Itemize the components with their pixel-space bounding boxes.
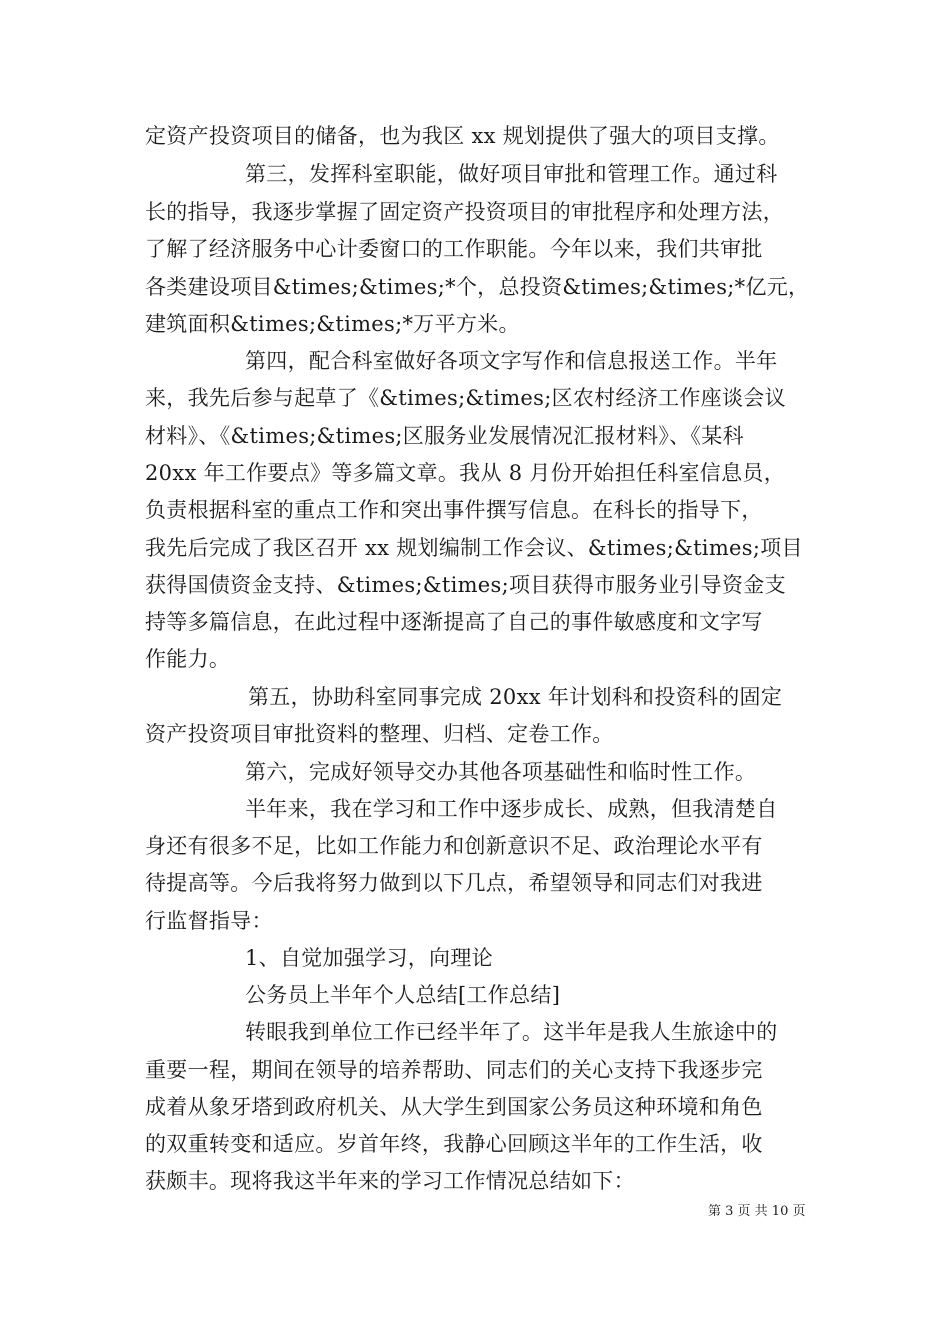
text-line: 作能力。 [145, 647, 231, 671]
section-heading: 公务员上半年个人总结[工作总结] [245, 983, 561, 1007]
text-line: 行监督指导： [145, 909, 273, 933]
text-line: 第三，发挥科室职能，做好项目审批和管理工作。通过科 [245, 162, 778, 186]
text-line: 半年来，我在学习和工作中逐步成长、成熟，但我清楚自 [245, 797, 778, 821]
text-line: 身还有很多不足，比如工作能力和创新意识不足、政治理论水平有 [145, 834, 763, 858]
text-line: 各类建设项目&times;&times;*个，总投资&times;&times;*亿元， [145, 275, 810, 299]
text-line: 负责根据科室的重点工作和突出事件撰写信息。在科长的指导下， [145, 498, 763, 522]
text-line: 第六，完成好领导交办其他各项基础性和临时性工作。 [245, 760, 757, 784]
text-line: 待提高等。今后我将努力做到以下几点，希望领导和同志们对我进 [145, 871, 763, 895]
text-line: 第五，协助科室同事完成 20xx 年计划科和投资科的固定 [248, 685, 783, 709]
text-line: 第四，配合科室做好各项文字写作和信息报送工作。半年 [245, 349, 778, 373]
page-number-footer: 第 3 页 共 10 页 [708, 1204, 806, 1219]
text-line: 来，我先后参与起草了《&times;&times;区农村经济工作座谈会议 [145, 386, 786, 410]
text-line: 获颇丰。现将我这半年来的学习工作情况总结如下： [145, 1169, 635, 1193]
text-line: 了解了经济服务中心计委窗口的工作职能。今年以来，我们共审批 [145, 237, 763, 261]
text-line: 建筑面积&times;&times;*万平方米。 [145, 312, 520, 336]
text-line: 定资产投资项目的储备，也为我区 xx 规划提供了强大的项目支撑。 [145, 124, 780, 148]
text-line: 的双重转变和适应。岁首年终，我静心回顾这半年的工作生活，收 [145, 1132, 763, 1156]
text-line: 1、自觉加强学习，向理论 [245, 946, 493, 970]
text-line: 资产投资项目审批资料的整理、归档、定卷工作。 [145, 722, 614, 746]
text-line: 20xx 年工作要点》等多篇文章。我从 8 月份开始担任科室信息员， [145, 461, 785, 485]
text-line: 转眼我到单位工作已经半年了。这半年是我人生旅途中的 [245, 1020, 778, 1044]
text-line: 成着从象牙塔到政府机关、从大学生到国家公务员这种环境和角色 [145, 1095, 763, 1119]
text-line: 长的指导，我逐步掌握了固定资产投资项目的审批程序和处理方法， [145, 200, 784, 224]
text-line: 材料》、《&times;&times;区服务业发展情况汇报材料》、《某科 [145, 424, 744, 448]
text-line: 重要一程，期间在领导的培养帮助、同志们的关心支持下我逐步完 [145, 1058, 763, 1082]
text-line: 我先后完成了我区召开 xx 规划编制工作会议、&times;&times;项目 [145, 536, 803, 560]
text-line: 持等多篇信息，在此过程中逐渐提高了自己的事件敏感度和文字写 [145, 610, 763, 634]
text-line: 获得国债资金支持、&times;&times;项目获得市服务业引导资金支 [145, 573, 786, 597]
